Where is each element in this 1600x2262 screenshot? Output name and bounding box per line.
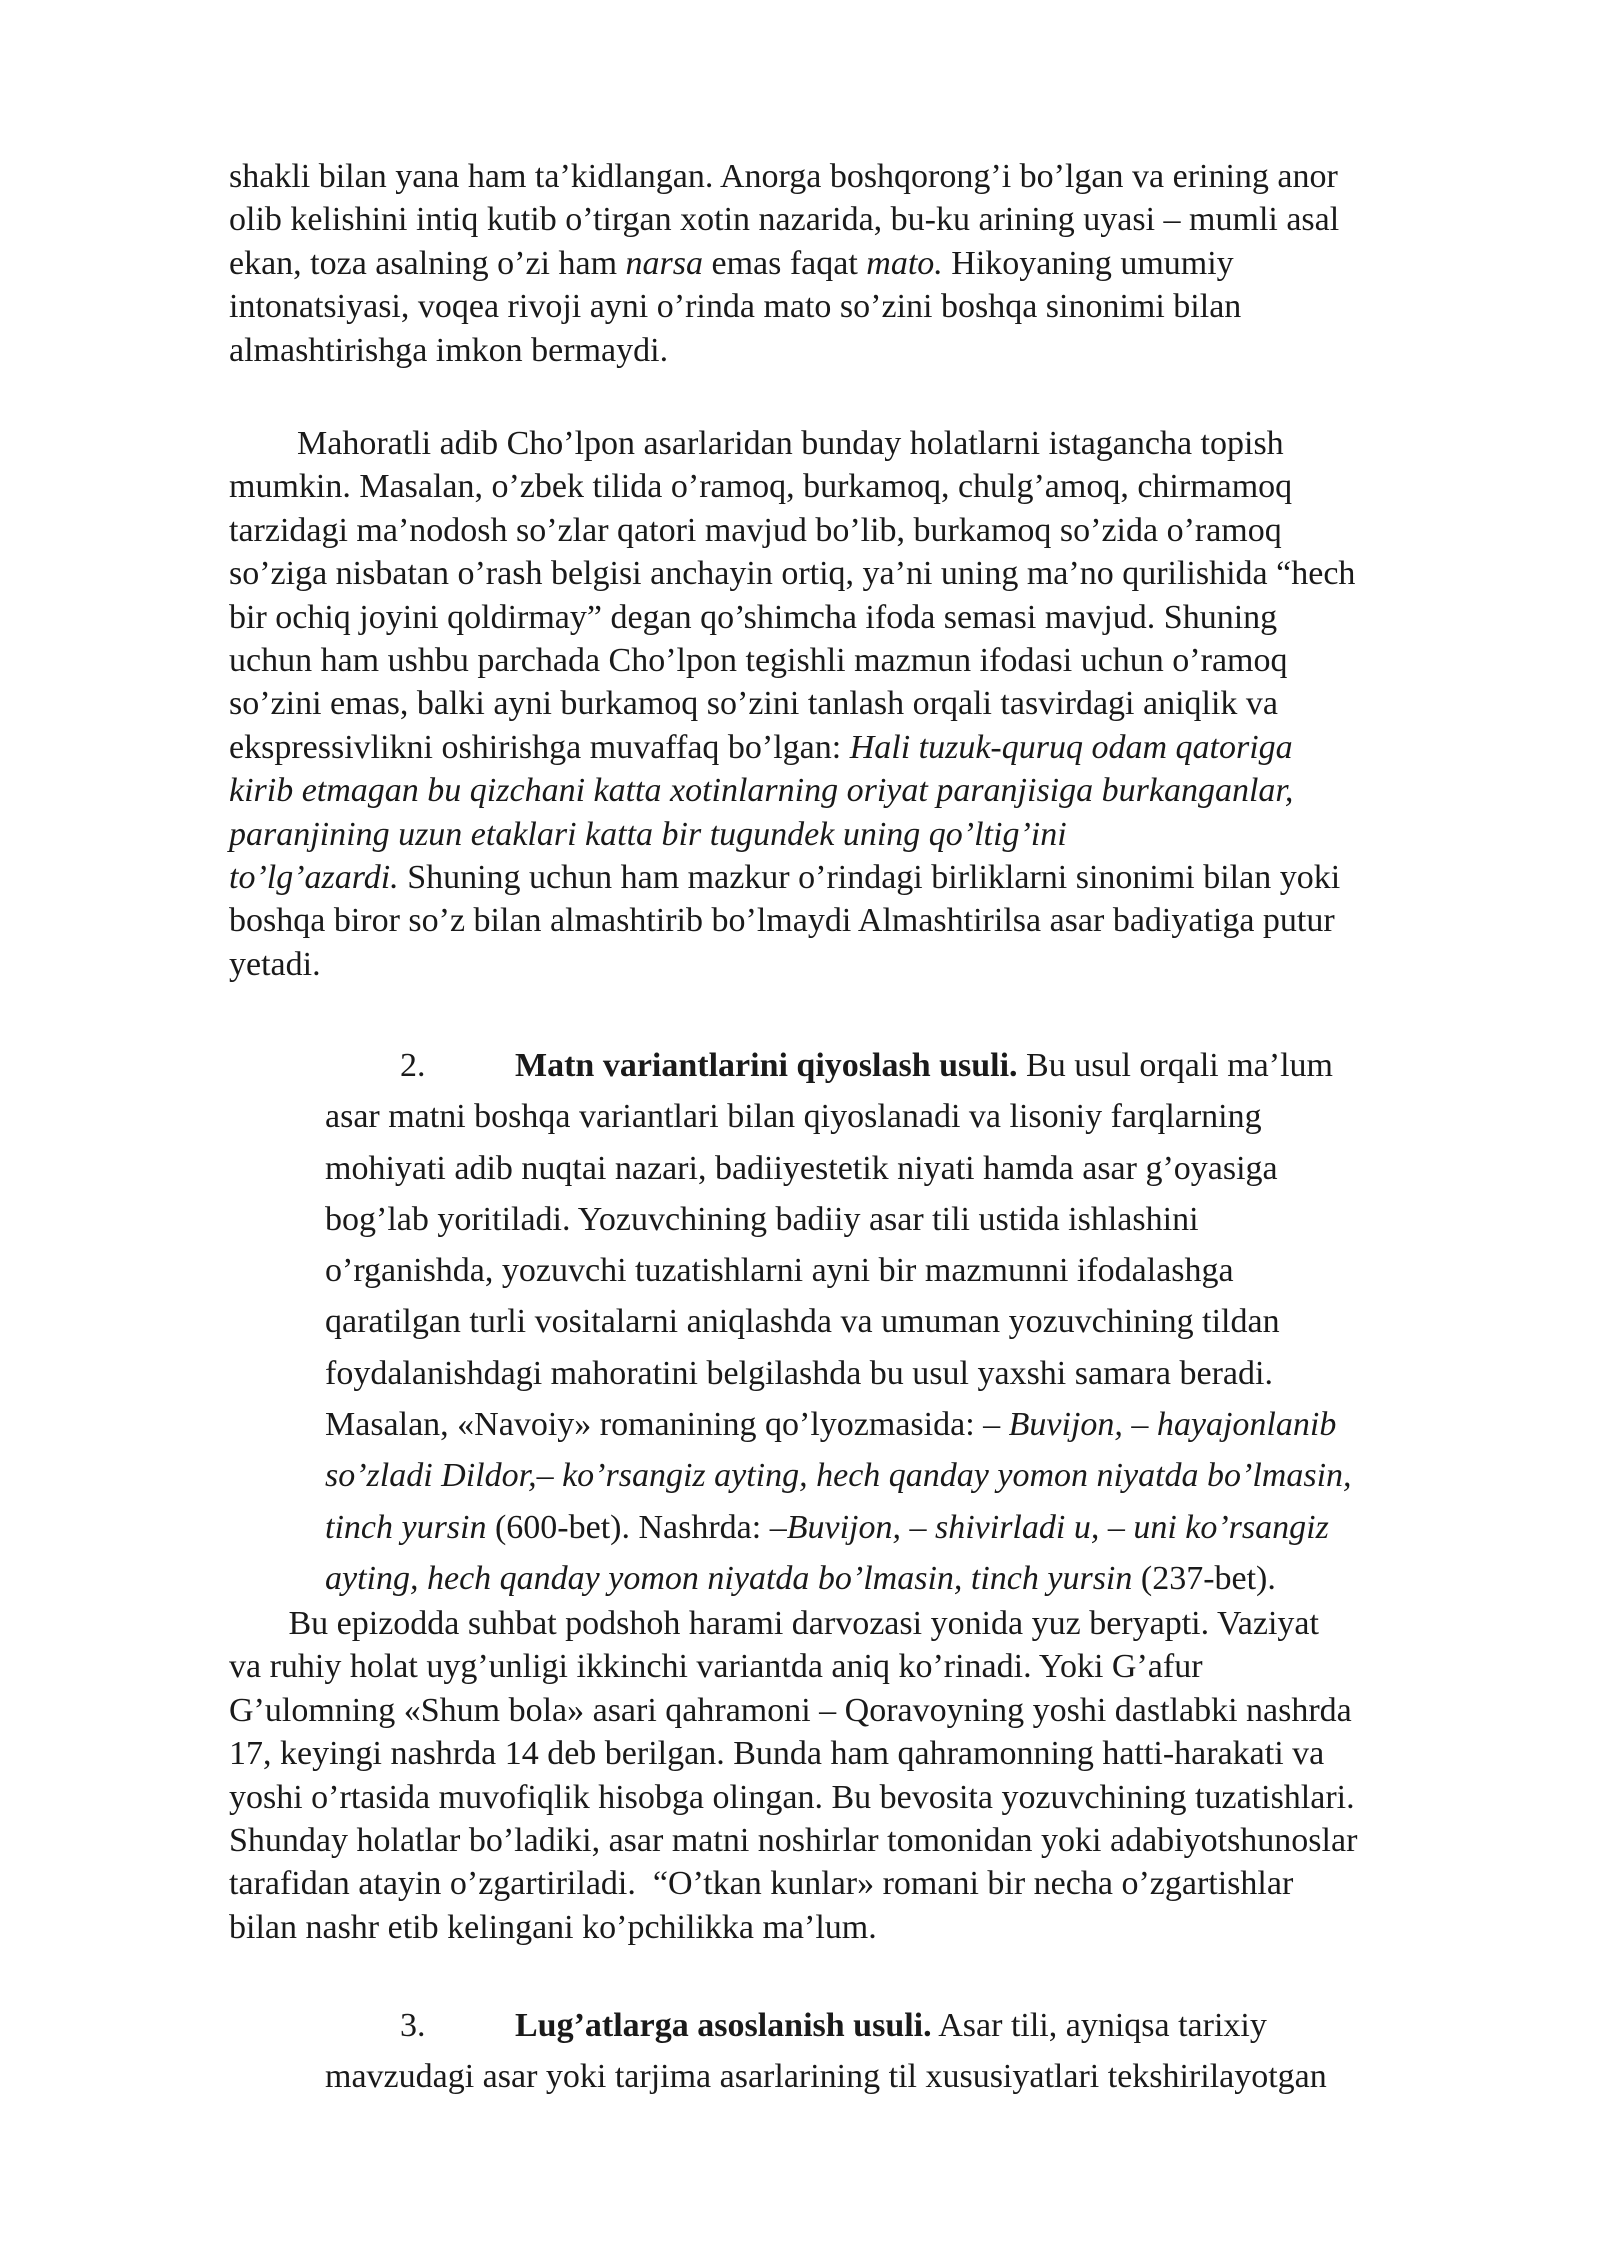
text-line: o’rganishda, yozuvchi tuzatishlarni ayni bir mazmunni ifodalashga [325,1252,1234,1290]
list-number: 2. [400,1047,426,1084]
section-heading: Lug’atlarga asoslanish usuli. [515,2007,932,2044]
text-line: Shunday holatlar bo’ladiki, asar matni noshirlar tomonidan yoki adabiyotshunoslar [229,1822,1358,1860]
text-line [325,1450,1485,1501]
text-line: bog’lab yoritiladi. Yozuvchining badiiy asar tili ustida ishlashini [325,1200,1199,1238]
paragraph [229,422,1484,986]
text-line: so’ziga nisbatan o’rash belgisi anchayin ortiq, ya’ni uning ma’no qurilishida “hech [229,555,1356,593]
text-line: mavzudagi asar yoki tarjima asarlarining til xususiyatlari tekshirilayotgan [325,2058,1327,2096]
text-line: Matn variantlarini qiyoslash usuli. Bu usul orqali ma’lum [515,1047,1333,1084]
italic-quote: ayting, hech qanday yomon niyatda bo’lmasin, tinch yursin [325,1559,1133,1597]
text-line: G’ulomning «Shum bola» asari qahramoni – Qoravoyning yoshi dastlabki nashrda [229,1691,1352,1729]
text-line: Lug’atlarga asoslanish usuli. Asar tili, ayniqsa tarixiy [515,2007,1267,2044]
text-line: to’lg’azardi. Shuning uchun ham mazkur o’rindagi birliklarni sinonimi bilan yoki [229,859,1341,897]
text-line: yoshi o’rtasida muvofiqlik hisobga olingan. Bu bevosita yozuvchining tuzatishlari. [229,1778,1355,1816]
text-line: boshqa biror so’z bilan almashtirib bo’lmaydi Almashtirilsa asar badiyatiga putur [229,902,1335,940]
paragraph [229,155,1484,372]
text-line: olib kelishini intiq kutib o’tirgan xotin nazarida, bu-ku arining uyasi – mumli asal [229,201,1340,239]
text-line: ekspressivlikni oshirishga muvaffaq bo’lgan: Hali tuzuk-quruq odam qatoriga [229,728,1293,766]
italic-quote: kirib etmagan bu qizchani katta xotinlarning oriyat paranjisiga burkanganlar, [229,772,1294,810]
italic-term: mato. [866,244,943,282]
text-line: foydalanishdagi mahoratini belgilashda bu usul yaxshi samara beradi. [325,1354,1273,1392]
text-line: uchun ham ushbu parchada Cho’lpon tegishli mazmun ifodasi uchun o’ramoq [229,642,1288,680]
text-line: bir ochiq joyini qoldirmay” degan qo’shimcha ifoda semasi mavjud. Shuning [229,598,1278,636]
text-line: ayting, hech qanday yomon niyatda bo’lmasin, tinch yursin (237-bet). [325,1559,1276,1597]
italic-quote: tinch yursin [325,1508,487,1546]
list-number: 3. [400,2007,426,2044]
text-line: asar matni boshqa variantlari bilan qiyoslanadi va lisoniy farqlarning [325,1098,1262,1136]
text-line: Mahoratli adib Cho’lpon asarlaridan bunday holatlarni istagancha topish [229,425,1284,462]
section-heading: Matn variantlarini qiyoslash usuli. [515,1047,1018,1084]
paragraph [229,1602,1484,1949]
text-line: almashtirishga imkon bermaydi. [229,331,669,369]
text-line: so’zini emas, balki ayni burkamoq so’zini tanlash orqali tasvirdagi aniqlik va [229,685,1279,723]
text-line: shakli bilan yana ham ta’kidlangan. Anorga boshqorong’i bo’lgan va erining anor [229,158,1338,195]
text-line: va ruhiy holat uyg’unligi ikkinchi variantda aniq ko’rinadi. Yoki G’afur [229,1648,1203,1686]
text-line: yetadi. [229,945,321,983]
text-line: tarzidagi ma’nodosh so’zlar qatori mavjud bo’lib, burkamoq so’zida o’ramoq [229,511,1282,549]
numbered-list-item [325,2000,1485,2103]
text-line: Masalan, «Navoiy» romanining qo’lyozmasida: – Buvijon, – hayajonlanib [325,1406,1337,1444]
text-line [229,769,1484,812]
italic-quote: so’zladi Dildor,– ko’rsangiz ayting, hech qanday yomon niyatda bo’lmasin, [325,1457,1352,1495]
text-line: bilan nashr etib kelingani ko’pchilikka ma’lum. [229,1908,877,1946]
text-line: tarafidan atayin o’zgartiriladi. “O’tkan kunlar» romani bir necha o’zgartishlar [229,1865,1294,1903]
italic-quote: Hali tuzuk-quruq odam qatoriga [849,728,1293,766]
text-line: tinch yursin (600-bet). Nashrda: –Buvijon, – shivirladi u, – uni ko’rsangiz [325,1508,1329,1546]
text-line: mohiyati adib nuqtai nazari, badiiyestetik niyati hamda asar g’oyasiga [325,1149,1278,1187]
text-line: intonatsiyasi, voqea rivoji ayni o’rinda mato so’zini boshqa sinonimi bilan [229,288,1242,326]
italic-quote: paranjining uzun etaklari katta bir tugundek uning qo’ltig’ini [229,815,1067,853]
numbered-list-item [325,1040,1485,1604]
italic-quote: –Buvijon, – shivirladi u, – uni ko’rsangiz [769,1508,1329,1546]
text-line [229,813,1484,856]
text-line: Bu epizodda suhbat podshoh harami darvozasi yonida yuz beryapti. Vaziyat [229,1605,1319,1642]
text-line: ekan, toza asalning o’zi ham narsa emas faqat mato. Hikoyaning umumiy [229,244,1234,282]
text-line: qaratilgan turli vositalarni aniqlashda va umuman yozuvchining tildan [325,1303,1280,1341]
italic-term: narsa [625,244,703,282]
italic-quote: – Buvijon, – hayajonlanib [983,1406,1337,1444]
italic-quote: to’lg’azardi. [229,859,399,897]
text-line: mumkin. Masalan, o’zbek tilida o’ramoq, burkamoq, chulg’amoq, chirmamoq [229,468,1293,506]
text-line: 17, keyingi nashrda 14 deb berilgan. Bunda ham qahramonning hatti-harakati va [229,1735,1325,1773]
